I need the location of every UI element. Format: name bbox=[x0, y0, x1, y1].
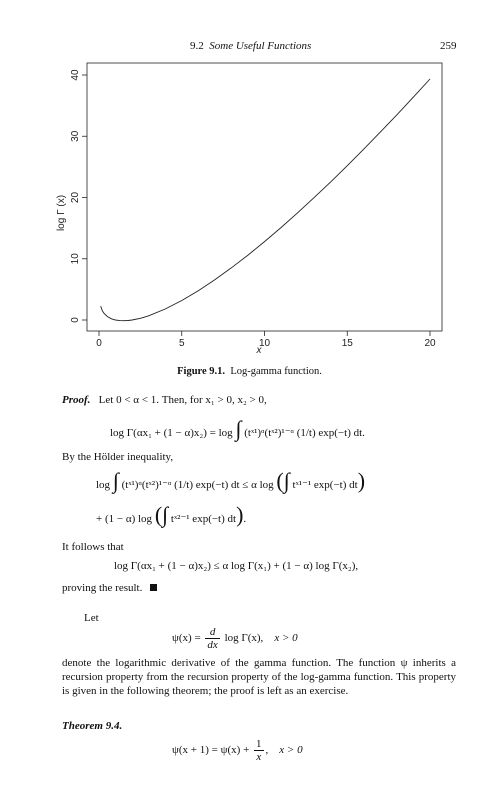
figure-caption bbox=[0, 366, 499, 377]
theorem-equation: ψ(x + 1) = ψ(x) + $\frac{1}{x}$ , x > 0 bbox=[172, 738, 303, 763]
proving-text: proving the result. bbox=[62, 582, 143, 594]
y-tick-label: 0 bbox=[70, 317, 81, 323]
y-tick-label: 20 bbox=[70, 191, 81, 204]
figure-caption-label: Figure 9.1. bbox=[177, 366, 226, 377]
integral-sign: ∫ bbox=[283, 468, 290, 493]
left-paren: ( bbox=[276, 468, 284, 493]
x-tick-label: 0 bbox=[96, 338, 102, 349]
y-tick-label: 10 bbox=[70, 253, 81, 265]
equation-2-line-1-rhs: tˣ¹⁻¹ exp(−t) dt bbox=[292, 479, 358, 491]
figure-caption-text: Log-gamma function. bbox=[230, 366, 322, 377]
integral-sign: ∫ bbox=[162, 502, 169, 527]
equation-2-line-1 bbox=[96, 470, 365, 492]
running-header-section bbox=[190, 40, 311, 52]
fraction-denominator: x bbox=[256, 751, 262, 763]
holder-line: By the Hölder inequality, bbox=[62, 451, 174, 463]
equation-2-line-2-rhs: tˣ²⁻¹ exp(−t) dt bbox=[170, 513, 237, 525]
equation-2-line-1-lhs: log bbox=[96, 479, 111, 491]
equation-2-line-2-lhs: + (1 − α) log bbox=[96, 513, 153, 525]
log-gamma-series-line bbox=[101, 79, 430, 321]
proving-line bbox=[62, 581, 157, 595]
integral-sign: ∫ bbox=[112, 468, 119, 493]
equation-2-line-1-mid: (tˣ¹)ᵅ(tˣ²)¹⁻ᵅ (1/t) exp(−t) dt ≤ α log bbox=[121, 479, 274, 491]
follows-line: It follows that bbox=[62, 541, 124, 553]
theorem-equation-lhs: ψ(x + 1) = ψ(x) + bbox=[172, 744, 250, 757]
left-paren: ( bbox=[154, 502, 163, 527]
fraction-numerator: d bbox=[205, 626, 219, 639]
y-tick-label: 40 bbox=[70, 69, 81, 81]
fraction-numerator: 1 bbox=[256, 738, 262, 750]
x-tick-label: 15 bbox=[341, 338, 353, 349]
definition-equation bbox=[172, 626, 298, 651]
proof-label: Proof. bbox=[62, 394, 91, 406]
plot-frame bbox=[87, 63, 442, 331]
theorem-label: Theorem 9.4. bbox=[62, 720, 123, 732]
y-tick-label: 30 bbox=[70, 130, 81, 142]
x-tick-label: 20 bbox=[424, 338, 436, 349]
theorem-fraction bbox=[254, 738, 264, 763]
section-title: Some Useful Functions bbox=[209, 40, 312, 52]
equation-3: log Γ(αx₁ + (1 − α)x₂) ≤ α log Γ(x₁) + (1 − α) log Γ(x₂), bbox=[114, 560, 359, 572]
theorem-condition: x > 0 bbox=[279, 744, 303, 757]
proof-intro bbox=[62, 393, 267, 407]
derivative-fraction bbox=[205, 626, 219, 651]
equation-1-lhs: log Γ(αx₁ + (1 − α)x₂) = log bbox=[110, 427, 233, 439]
integral-sign: ∫ bbox=[235, 416, 242, 441]
right-paren: ) bbox=[236, 502, 244, 527]
definition-condition: x > 0 bbox=[274, 632, 298, 645]
x-axis-label: x bbox=[256, 345, 262, 356]
fraction-denominator: dx bbox=[207, 639, 218, 651]
equation-2-line-2: + (1 − α) log (∫ tˣ²⁻¹ exp(−t) dt). bbox=[96, 502, 247, 527]
definition-equation-lhs: ψ(x) = bbox=[172, 632, 201, 645]
log-gamma-chart bbox=[0, 58, 499, 358]
right-paren: ) bbox=[357, 468, 366, 493]
x-tick-label: 5 bbox=[178, 338, 185, 349]
equation-1-rhs: (tˣ¹)ᵅ(tˣ²)¹⁻ᵅ (1/t) exp(−t) dt. bbox=[244, 427, 365, 439]
definition-paragraph: denote the logarithmic derivative of the gamma function. The function ψ inherits a recursion property from the recursion property of the log-gamma function. This property is given in the following theorem; the proof is left as an exercise. bbox=[62, 657, 456, 697]
qed-square-icon bbox=[150, 584, 157, 591]
definition-equation-rhs: log Γ(x), bbox=[224, 632, 264, 645]
y-axis-label: log Γ (x) bbox=[56, 194, 67, 232]
equation-1 bbox=[110, 418, 365, 440]
page-number: 259 bbox=[440, 40, 457, 52]
section-number: 9.2 bbox=[190, 40, 204, 52]
x-tick-label: 10 bbox=[258, 338, 271, 349]
definition-let: Let bbox=[84, 612, 99, 624]
proof-intro-text: Let 0 < α < 1. Then, for x₁ > 0, x₂ > 0, bbox=[98, 394, 267, 406]
